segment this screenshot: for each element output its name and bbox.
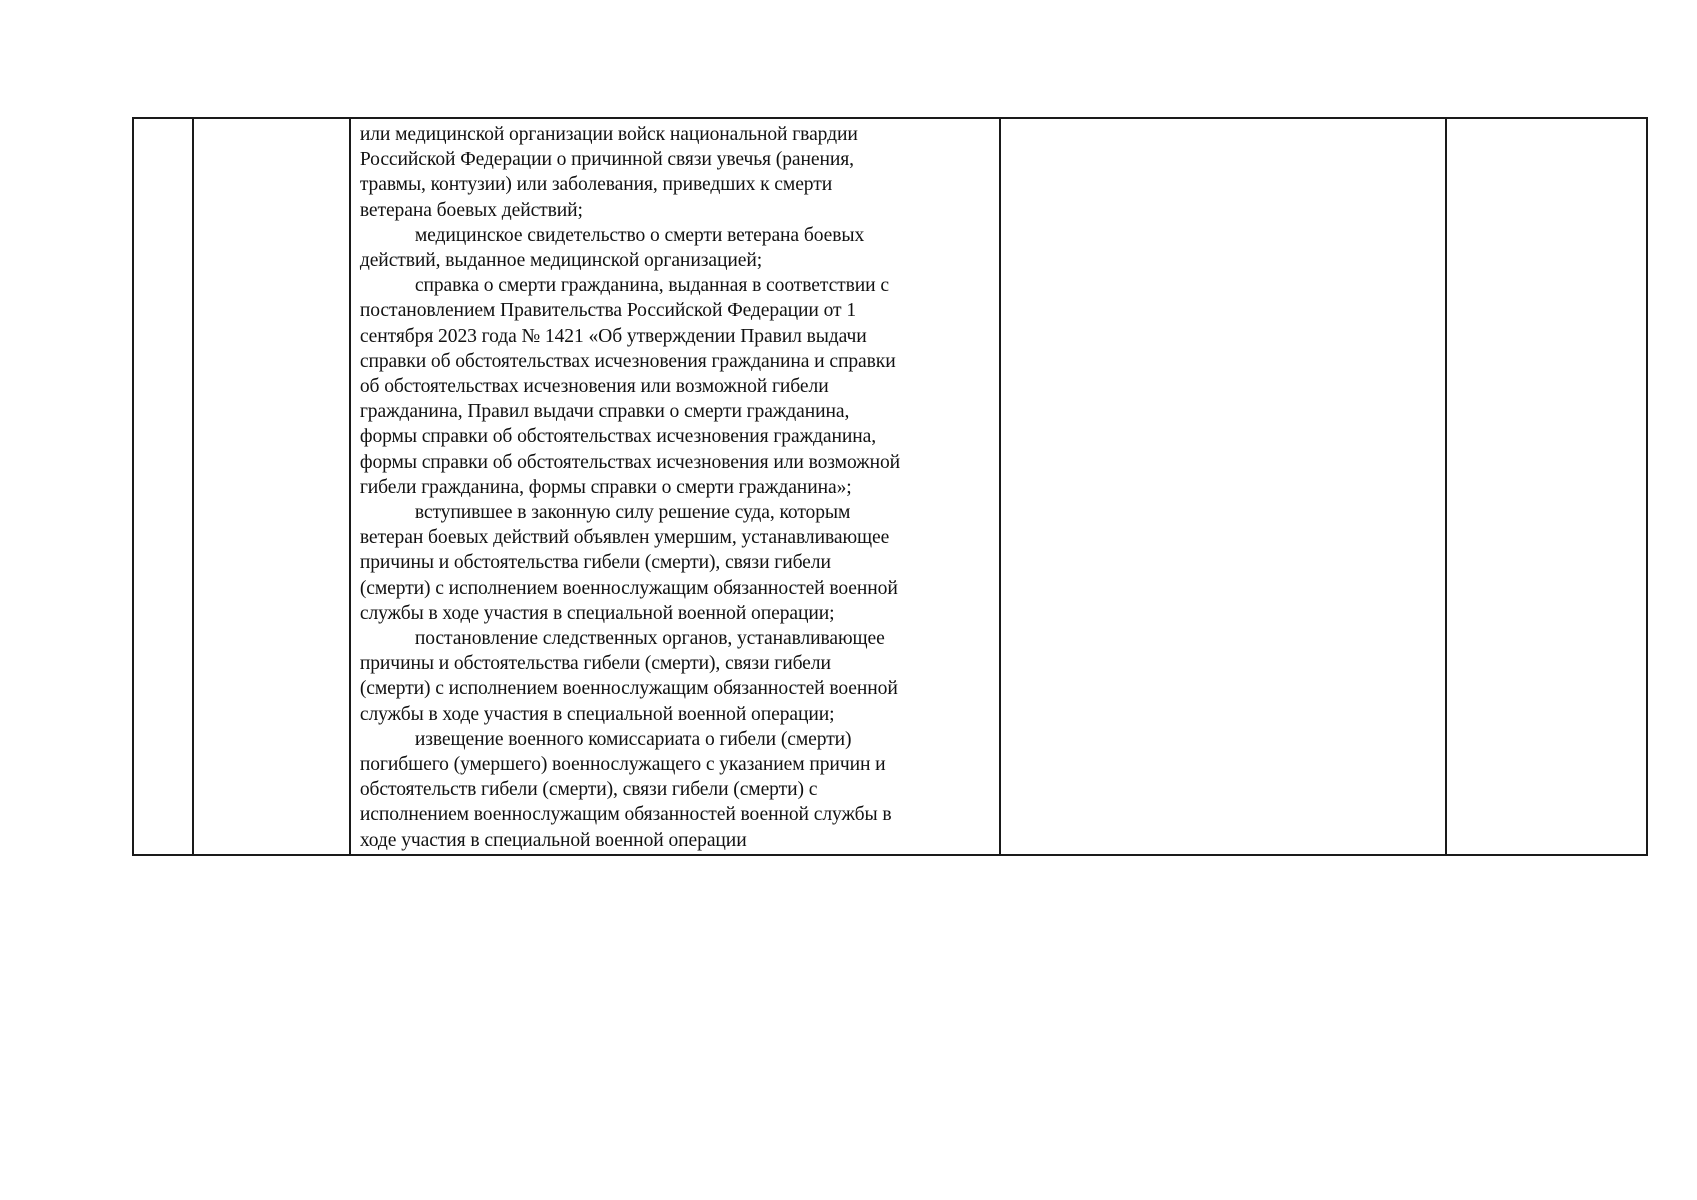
text-line: справки об обстоятельствах исчезновения гражданина и справки [359,350,896,372]
text-line: Российской Федерации о причинной связи увечья (ранения, [359,149,854,171]
text-line: (смерти) с исполнением военнослужащим обязанностей военной [359,678,898,700]
text-line: вступившее в законную силу решение суда, которым [414,502,851,524]
text-line: ветерана боевых действий; [359,199,583,221]
text-line: гибели гражданина, формы справки о смерти гражданина»; [359,476,852,498]
text-line: об обстоятельствах исчезновения или возможной гибели [359,376,829,398]
documents-list-cell [350,118,1001,855]
text-line: формы справки об обстоятельствах исчезновения гражданина, [359,426,877,448]
text-line: погибшего (умершего) военнослужащего с указанием причин и [359,754,886,776]
text-line: (смерти) с исполнением военнослужащим обязанностей военной [359,577,898,599]
text-line: гражданина, Правил выдачи справки о смерти гражданина, [359,401,850,423]
empty-cell-5 [1446,118,1647,855]
text-line: ветеран боевых действий объявлен умершим, устанавливающее [359,527,890,549]
text-line: обстоятельств гибели (смерти), связи гибели (смерти) с [359,779,818,801]
text-line: причины и обстоятельства гибели (смерти), связи гибели [359,552,831,574]
document-table [132,117,1648,856]
text-line: ходе участия в специальной военной операции [359,829,747,851]
text-line: службы в ходе участия в специальной военной операции; [359,703,835,725]
text-line: извещение военного комиссариата о гибели (смерти) [414,728,852,750]
text-line: травмы, контузии) или заболевания, приведших к смерти [359,174,833,196]
text-line: постановлением Правительства Российской Федерации от 1 [359,300,857,322]
text-line: исполнением военнослужащим обязанностей военной службы в [359,804,892,826]
text-line: справка о смерти гражданина, выданная в соответствии с [414,275,889,297]
category-cell [193,118,350,855]
empty-cell-4 [1000,118,1446,855]
text-line: службы в ходе участия в специальной военной операции; [359,602,835,624]
text-line: или медицинской организации войск национальной гвардии [359,124,858,145]
text-line: формы справки об обстоятельствах исчезновения или возможной [359,451,901,473]
text-line: причины и обстоятельства гибели (смерти), связи гибели [359,653,831,675]
text-line: постановление следственных органов, устанавливающее [414,628,885,650]
number-cell [133,118,193,855]
text-line: действий, выданное медицинской организацией; [359,250,763,272]
text-line: медицинское свидетельство о смерти ветерана боевых [414,224,865,246]
text-line: сентября 2023 года № 1421 «Об утверждении Правил выдачи [359,325,867,347]
table-row [133,118,1647,855]
